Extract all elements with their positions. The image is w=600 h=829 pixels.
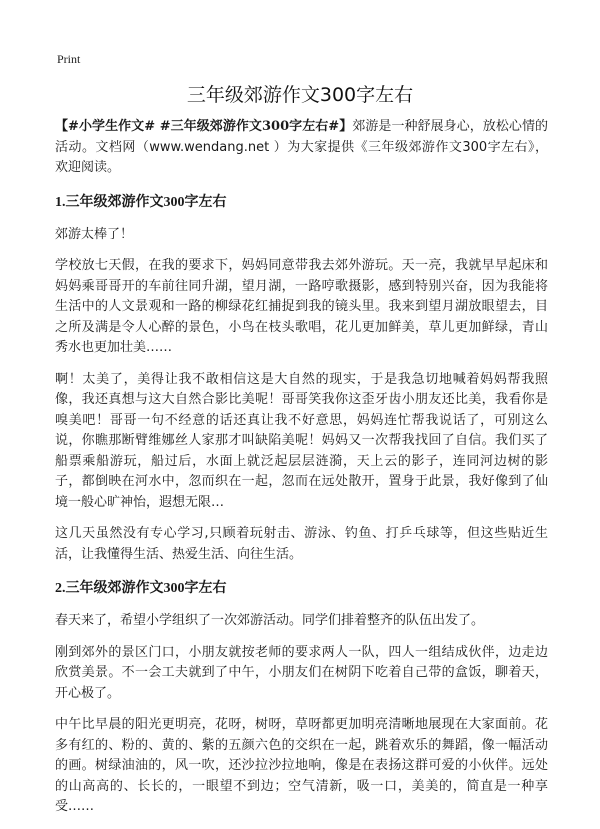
print-label: Print	[57, 52, 81, 66]
paragraph: 郊游太棒了！	[55, 226, 134, 242]
intro-text: 郊游是一种舒展身心，放松心情的活动。文档网（www.wendang.net ）为大家提供《三年级郊游作文300字左右》，欢迎阅读。	[55, 119, 548, 175]
intro-tag: 【#小学生作文# #三年级郊游作文300字左右#】	[55, 119, 353, 134]
paragraph: 刚到郊外的景区门口，小朋友就按老师的要求两人一队，四人一组结成伙伴，边走边欣赏美景。不一会工夫就到了中午，小朋友们在树阴下吃着自己带的盒饭，聊着天，开心极了。	[55, 644, 548, 701]
document-title: 三年级郊游作文300字左右	[186, 84, 414, 106]
paragraph: 中午比早晨的阳光更明亮，花呀，树呀，草呀都更加明亮清晰地展现在大家面前。花多有红的、粉的、黄的、紫的五颜六色的交织在一起，跳着欢乐的舞蹈，像一幅活动的画。树绿油油的，风一吹，还沙拉沙拉地响，像是在表扬这群可爱的小伙伴。远处的山高高的、长长的，一眼望不到边；空气清新，吸一口，美美的，简直是一种享受……	[55, 717, 548, 814]
paragraph: 学校放七天假，在我的要求下，妈妈同意带我去郊外游玩。天一亮，我就早早起床和妈妈乘哥哥开的车前往同升湖，望月湖，一路哼歌摄影，感到特别兴奋，因为我能将生活中的人文景观和一路的柳绿花红捕捉到我的镜头里。我来到望月湖放眼望去，目之所及满是令人心醉的景色，小鸟在枝头歌唱，花儿更加鲜美，草儿更加鲜绿，青山秀水也更加壮美……	[55, 258, 548, 355]
intro-paragraph	[55, 117, 548, 179]
section-heading-1: 1.三年级郊游作文300字左右	[55, 194, 227, 210]
section-heading-2: 2.三年级郊游作文300字左右	[55, 581, 227, 596]
article-body	[55, 117, 548, 829]
paragraph: 春天来了，希望小学组织了一次郊游活动。同学们排着整齐的队伍出发了。	[55, 613, 485, 628]
paragraph: 这几天虽然没有专心学习,只顾着玩射击、游泳、钓鱼、打乒乓球等，但这些贴近生活，让我懂得生活、热爱生活、向往生活。	[55, 526, 548, 562]
paragraph: 啊！太美了，美得让我不敢相信这是大自然的现实，于是我急切地喊着妈妈帮我照像，我还真想与这大自然合影比美呢！哥哥笑我你这歪牙齿小朋友还比美，我看你是嗅美吧！哥哥一句不经意的话还真让我不好意思，妈妈连忙帮我说话了，可别这么说，你瞧那断臂维娜丝人家那才叫缺陷美呢！妈妈又一次帮我找回了自信。我们买了船票乘船游玩，船过后，水面上就泛起层层涟漪，天上云的影子，连同河边树的影子，都倒映在河水中，忽而织在一起，忽而在远处散开，置身于此景，我好像到了仙境一般心旷神怡，遐想无限…	[55, 371, 548, 510]
